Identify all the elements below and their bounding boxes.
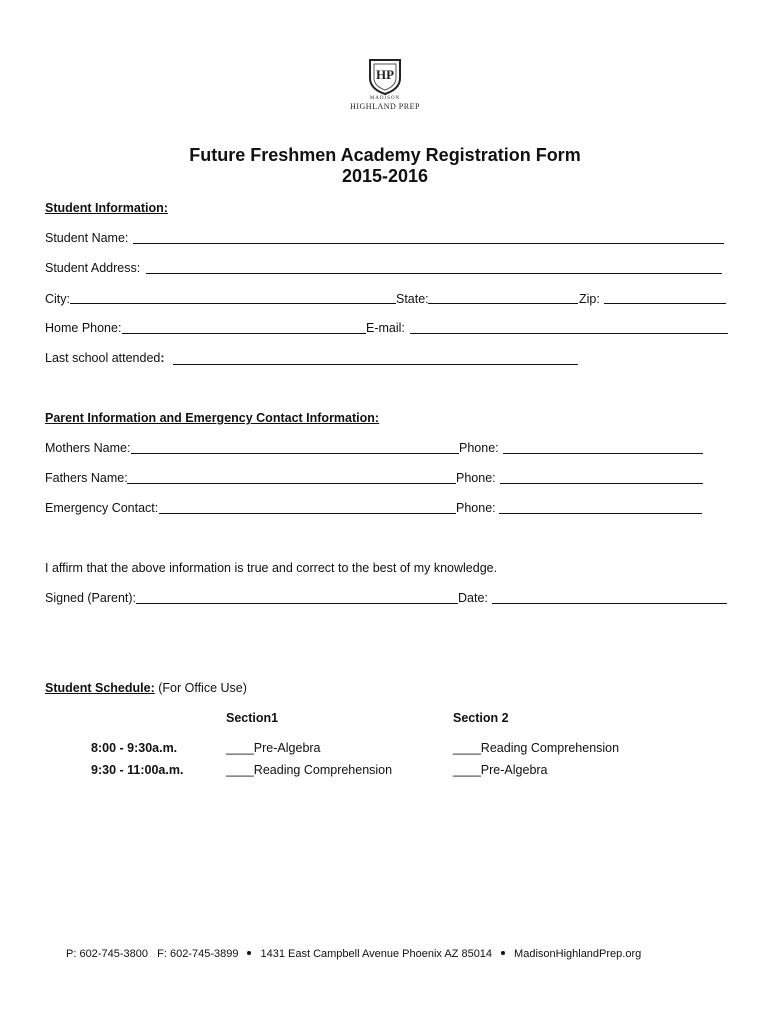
schedule-s1-row2[interactable]: ____Reading Comprehension xyxy=(226,763,393,777)
state-label: State: xyxy=(396,292,429,306)
schedule-heading-row xyxy=(45,681,247,696)
mothers-name-label: Mothers Name: xyxy=(45,441,131,455)
student-info-heading: Student Information: xyxy=(45,201,168,215)
emergency-phone-label: Phone: xyxy=(456,501,496,515)
mothers-phone-field[interactable] xyxy=(503,453,703,454)
signed-parent-field[interactable] xyxy=(136,603,458,604)
schedule-time-2: 9:30 - 11:00a.m. xyxy=(91,763,184,777)
emergency-phone-field[interactable] xyxy=(499,513,702,514)
last-school-label: Last school attended: xyxy=(45,351,165,365)
school-logo xyxy=(340,56,430,112)
footer xyxy=(66,947,641,961)
email-label: E-mail: xyxy=(366,321,405,335)
city-field[interactable] xyxy=(70,303,396,304)
home-phone-field[interactable] xyxy=(122,333,366,334)
fathers-phone-label: Phone: xyxy=(456,471,496,485)
date-field[interactable] xyxy=(492,603,727,604)
footer-fax: F: 602-745-3899 xyxy=(157,948,239,960)
page-title: Future Freshmen Academy Registration Form xyxy=(189,145,581,165)
date-label: Date: xyxy=(458,591,488,605)
schedule-s2-row2[interactable]: ____Pre-Algebra xyxy=(453,763,548,777)
schedule-time-1: 8:00 - 9:30a.m. xyxy=(91,741,178,755)
student-address-label: Student Address: xyxy=(45,261,141,275)
footer-address: 1431 East Campbell Avenue Phoenix AZ 85014 xyxy=(260,948,493,960)
affirm-statement: I affirm that the above information is true and correct to the best of my knowledge. xyxy=(45,561,498,575)
emergency-contact-label: Emergency Contact: xyxy=(45,501,159,515)
fathers-name-field[interactable] xyxy=(127,483,456,484)
last-school-field[interactable] xyxy=(173,364,578,365)
student-name-label: Student Name: xyxy=(45,231,129,245)
bullet-icon xyxy=(501,951,505,955)
mothers-phone-label: Phone: xyxy=(459,441,499,455)
logo-school-small: MADISON xyxy=(369,96,401,101)
bullet-icon xyxy=(247,951,251,955)
schedule-s1-row1[interactable]: ____Pre-Algebra xyxy=(226,741,321,755)
section1-header: Section1 xyxy=(226,711,279,725)
fathers-name-label: Fathers Name: xyxy=(45,471,128,485)
student-name-field[interactable] xyxy=(133,243,724,244)
email-field[interactable] xyxy=(410,333,728,334)
city-label: City: xyxy=(45,292,70,306)
section2-header: Section 2 xyxy=(453,711,509,725)
state-field[interactable] xyxy=(428,303,578,304)
schedule-heading: Student Schedule: xyxy=(45,681,155,695)
zip-field[interactable] xyxy=(604,303,726,304)
year: 2015-2016 xyxy=(341,166,429,186)
fathers-phone-field[interactable] xyxy=(500,483,703,484)
logo-letters: HP xyxy=(375,67,395,82)
logo-school-name: HIGHLAND PREP xyxy=(350,102,420,111)
home-phone-label: Home Phone: xyxy=(45,321,122,335)
footer-website[interactable]: MadisonHighlandPrep.org xyxy=(514,948,642,960)
emergency-contact-field[interactable] xyxy=(159,513,456,514)
schedule-s2-row1[interactable]: ____Reading Comprehension xyxy=(453,741,620,755)
footer-phone: P: 602-745-3800 xyxy=(66,948,148,960)
zip-label: Zip: xyxy=(579,292,600,306)
mothers-name-field[interactable] xyxy=(131,453,459,454)
schedule-note: (For Office Use) xyxy=(158,681,247,695)
parent-info-heading: Parent Information and Emergency Contact Information: xyxy=(45,411,380,425)
student-address-field[interactable] xyxy=(146,273,722,274)
signed-parent-label: Signed (Parent): xyxy=(45,591,137,605)
